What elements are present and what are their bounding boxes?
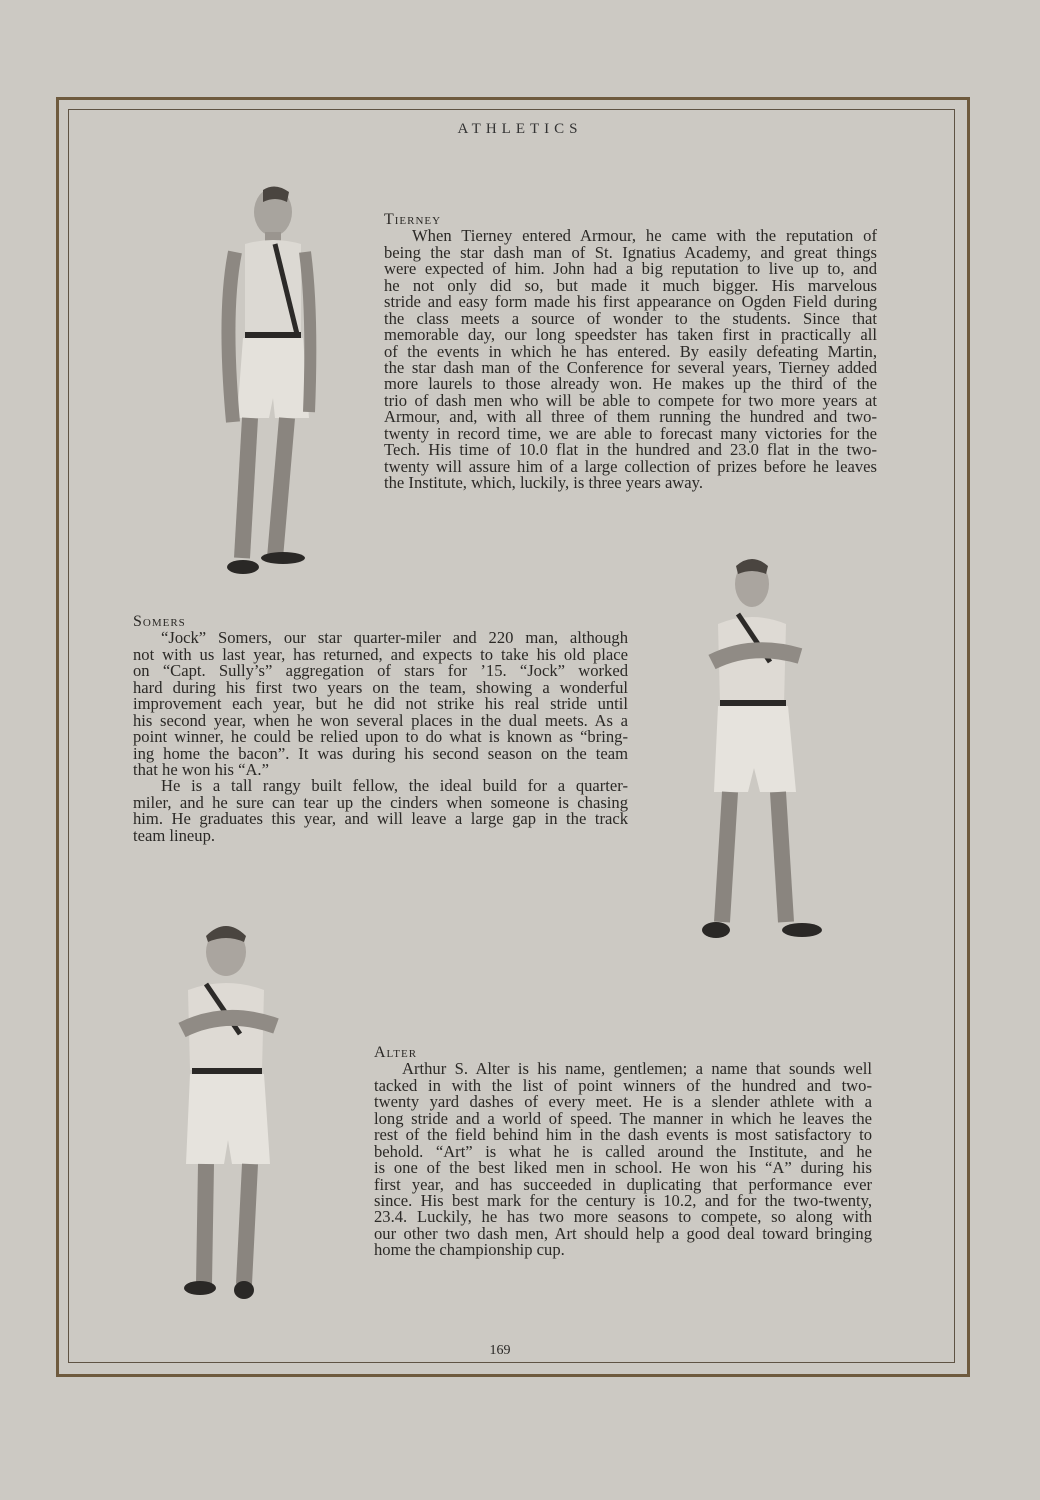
text-line: memorable day, our long speedster has taken first in practically all	[384, 325, 877, 345]
text-line: the Institute, which, luckily, is three years away.	[384, 473, 704, 492]
text-line: that he won his “A.”	[133, 759, 269, 779]
text-line: of the events in which he has entered. By easily defeating Martin,	[384, 341, 877, 361]
photo-somers	[690, 552, 840, 952]
text-line: rest of the field behind him in the dash events is most satisfactory to	[374, 1125, 872, 1145]
page-number: 169	[489, 1343, 511, 1358]
text-line: first year, and has succeeded in duplicating that performance ever	[374, 1174, 872, 1194]
article-heading: Alter	[374, 1044, 418, 1061]
text-line: the star dash man of the Conference for several years, Tierney added	[384, 357, 877, 377]
text-line: trio of dash men who will be able to compete for two more years at	[384, 390, 877, 410]
text-line: he not only did so, but made it much bigger. His marvelous	[384, 275, 877, 295]
photo-alter	[170, 918, 290, 1303]
text-line: point winner, he could be relied upon to do what is known as “bring-	[133, 727, 628, 747]
text-line: ing home the bacon”. It was during his second season on the team	[133, 743, 628, 763]
text-line: miler, and he sure can tear up the cinders when someone is chasing	[133, 792, 628, 812]
article-alter	[374, 1045, 872, 1259]
article-tierney	[384, 212, 877, 491]
text-line: being the star dash man of St. Ignatius Academy, and great things	[384, 242, 877, 262]
text-line: When Tierney entered Armour, he came with the reputation of	[412, 226, 877, 246]
text-line: stride and easy form made his first appearance on Ogden Field during	[384, 292, 877, 312]
text-line: 23.4. Luckily, he has two more seasons to compete, so along with	[374, 1207, 872, 1227]
text-line: the class meets a source of wonder to the students. Since that	[384, 308, 877, 328]
text-line: long stride and a world of speed. The manner in which he leaves the	[374, 1108, 872, 1128]
text-line: behold. “Art” is what he is called around the Institute, and he	[374, 1141, 872, 1161]
text-line: hard during his first two years on the team, showing a wonderful	[133, 677, 628, 697]
text-line: Armour, and, with all three of them running the hundred and two-	[384, 407, 877, 427]
text-line: not with us last year, has returned, and expects to take his old place	[133, 644, 628, 664]
text-line: Arthur S. Alter is his name, gentlemen; a name that sounds well	[402, 1059, 872, 1079]
photo-tierney	[205, 182, 335, 582]
article-somers	[133, 614, 628, 844]
text-line: is one of the best liked men in school. He won his “A” during his	[374, 1158, 872, 1178]
article-heading: Somers	[133, 613, 186, 630]
page-header-title: ATHLETICS	[457, 121, 583, 137]
text-line: He is a tall rangy built fellow, the ideal build for a quarter-	[161, 776, 628, 796]
text-line: tacked in with the list of point winners of the hundred and two-	[374, 1075, 872, 1095]
text-line: more laurels to those already won. He makes up the third of the	[384, 374, 877, 394]
text-line: Tech. His time of 10.0 flat in the hundred and 23.0 flat in the two-	[384, 440, 877, 460]
text-line: home the championship cup.	[374, 1240, 565, 1260]
text-line: our other two dash men, Art should help a good deal toward bringing	[374, 1223, 872, 1243]
text-line: twenty will assure him of a large collection of prizes before he leaves	[384, 456, 877, 476]
text-line: twenty yard dashes of every meet. He is a slender athlete with a	[374, 1092, 872, 1112]
text-line: improvement each year, but he did not strike his real stride until	[133, 694, 628, 714]
text-line: “Jock” Somers, our star quarter-miler and 220 man, although	[161, 628, 628, 648]
text-line: on “Capt. Sully’s” aggregation of stars for ’15. “Jock” worked	[133, 661, 628, 681]
text-line: team lineup.	[133, 825, 216, 845]
article-heading: Tierney	[384, 211, 442, 228]
text-line: twenty in record time, we are able to forecast many victories for the	[384, 423, 877, 443]
text-line: since. His best mark for the century is 10.2, and for the two-twenty,	[374, 1190, 872, 1210]
text-line: him. He graduates this year, and will leave a large gap in the track	[133, 809, 628, 829]
text-line: were expected of him. John had a big reputation to live up to, and	[384, 259, 877, 279]
text-line: his second year, when he won several places in the dual meets. As a	[133, 710, 628, 730]
